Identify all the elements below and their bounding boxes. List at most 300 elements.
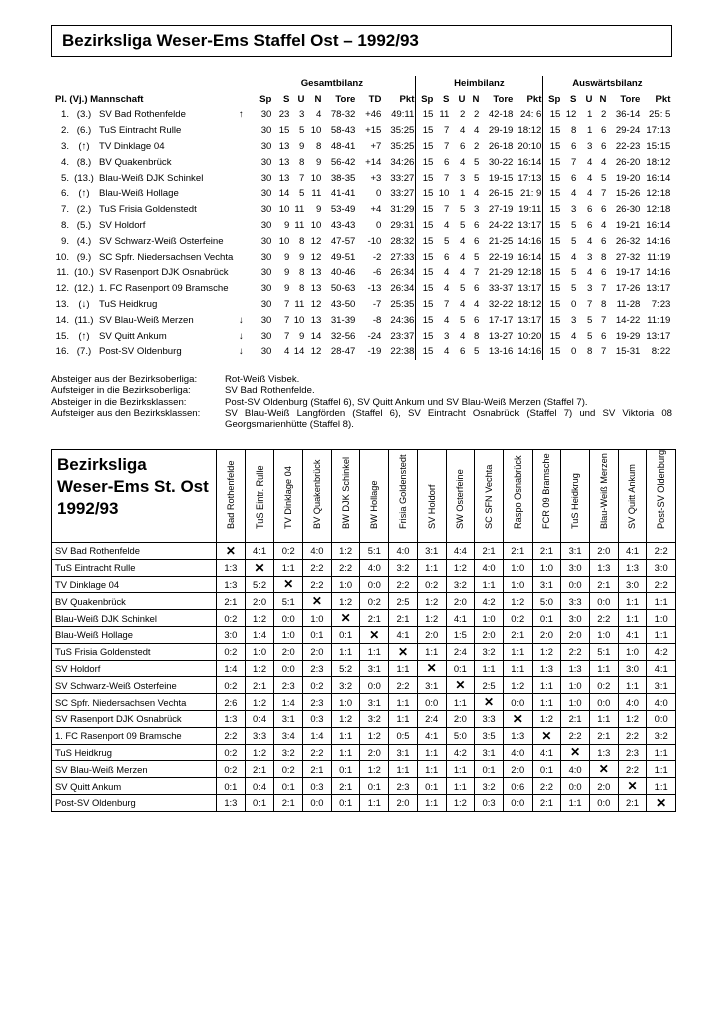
- stat-sp: 30: [260, 235, 272, 247]
- stat-td: -13: [367, 283, 382, 295]
- stat-hn: 8: [474, 330, 480, 342]
- stat-atore: 17-26: [615, 283, 641, 295]
- result-cell: 3:0: [618, 576, 647, 593]
- stat-asp: 15: [543, 187, 562, 203]
- self-match-cross-icon: ✕: [532, 727, 561, 744]
- result-cell: 1:1: [331, 727, 360, 744]
- header-away-n: N: [599, 93, 607, 105]
- result-cell: 2:1: [274, 794, 303, 811]
- result-cell: 2:2: [647, 576, 676, 593]
- self-match-cross-icon: ✕: [475, 694, 504, 711]
- stat-td: -7: [372, 299, 382, 311]
- result-cell: 3:2: [274, 744, 303, 761]
- result-cell: 2:1: [360, 610, 389, 627]
- header-sp: Sp: [259, 93, 272, 105]
- result-cell: 1:1: [274, 559, 303, 576]
- stat-hsp: 15: [416, 139, 435, 155]
- matrix-column-label: Blau-Weiß Merzen: [598, 453, 609, 529]
- stat-asp: 15: [543, 234, 562, 250]
- result-cell: 1:1: [618, 610, 647, 627]
- result-cell: 1:2: [618, 710, 647, 727]
- stat-sp: 30: [260, 109, 272, 121]
- matrix-column-header: [446, 450, 475, 543]
- promotion-mark: [234, 155, 248, 171]
- result-cell: 1:3: [589, 744, 618, 761]
- result-cell: 1:0: [532, 559, 561, 576]
- result-cell: 1:2: [446, 794, 475, 811]
- stat-tore: 53-49: [330, 204, 356, 216]
- result-cell: 0:2: [503, 610, 532, 627]
- stat-hu: 4: [460, 156, 466, 168]
- stat-n: 9: [316, 204, 322, 216]
- stat-asp: 15: [543, 123, 562, 139]
- stat-htore: 21-29: [488, 267, 514, 279]
- result-cell: 0:0: [561, 576, 590, 593]
- stat-as: 5: [571, 283, 577, 295]
- stat-an: 4: [601, 156, 607, 168]
- stat-atore: 14-22: [615, 314, 641, 326]
- standings-row: [54, 171, 671, 187]
- previous-rank-cell: (12.): [74, 283, 94, 295]
- matrix-column-header: [217, 450, 246, 543]
- stat-sp: 30: [260, 141, 272, 153]
- result-cell: 2:2: [331, 559, 360, 576]
- result-cell: 1:1: [647, 593, 676, 610]
- stat-tore: 38-35: [330, 172, 356, 184]
- result-cell: 4:0: [303, 543, 332, 560]
- stat-hpkt: 24: 6: [520, 109, 542, 121]
- stat-hu: 6: [460, 346, 466, 358]
- stat-tore: 31-39: [330, 314, 356, 326]
- stat-hu: 4: [460, 267, 466, 279]
- result-cell: 1:2: [360, 761, 389, 778]
- stat-an: 6: [601, 125, 607, 137]
- result-cell: 1:1: [532, 677, 561, 694]
- matrix-column-header: [561, 450, 590, 543]
- stat-hn: 2: [474, 141, 480, 153]
- result-cell: 1:0: [503, 559, 532, 576]
- result-cell: 3:2: [331, 677, 360, 694]
- result-cell: 3:1: [417, 543, 446, 560]
- result-cell: 0:0: [503, 794, 532, 811]
- matrix-column-label: BV Quakenbrück: [311, 459, 322, 529]
- promotion-mark: [234, 187, 248, 203]
- stat-hn: 2: [474, 109, 480, 121]
- stat-atore: 36-14: [615, 109, 641, 121]
- result-cell: 1:2: [503, 677, 532, 694]
- stat-n: 12: [310, 299, 322, 311]
- stat-apkt: 11:19: [647, 314, 671, 326]
- matrix-row-team: SC Spfr. Niedersachsen Vechta: [52, 694, 217, 711]
- standings-table: [54, 76, 671, 360]
- result-cell: 3:1: [647, 677, 676, 694]
- result-cell: 1:1: [446, 761, 475, 778]
- stat-au: 7: [587, 299, 593, 311]
- result-cell: 1:2: [331, 543, 360, 560]
- note-value: SV Bad Rothenfelde.: [225, 385, 315, 397]
- result-cell: 2:1: [532, 543, 561, 560]
- promotion-mark: [234, 123, 248, 139]
- self-match-cross-icon: ✕: [589, 761, 618, 778]
- team-name-cell: TuS Eintracht Rulle: [99, 125, 182, 137]
- stat-hpkt: 12:18: [517, 267, 542, 279]
- stat-td: +46: [365, 109, 382, 121]
- stat-atore: 26-20: [615, 156, 641, 168]
- previous-rank-cell: (3.): [76, 109, 92, 121]
- stat-asp: 15: [543, 297, 562, 313]
- stat-htore: 19-15: [488, 172, 514, 184]
- stat-hs: 4: [444, 267, 450, 279]
- promotion-mark: [234, 281, 248, 297]
- result-cell: 5:1: [360, 543, 389, 560]
- result-cell: 4:1: [618, 543, 647, 560]
- stat-n: 4: [316, 109, 322, 121]
- stat-asp: 15: [543, 313, 562, 329]
- stat-hn: 4: [474, 125, 480, 137]
- rank-cell: 4.: [60, 156, 69, 168]
- note-row: [51, 408, 672, 431]
- team-name-cell: SV Rasenport DJK Osnabrück: [99, 267, 229, 279]
- result-cell: 0:3: [303, 710, 332, 727]
- result-cell: 4:1: [417, 727, 446, 744]
- result-cell: 1:0: [647, 610, 676, 627]
- stat-hu: 2: [460, 109, 466, 121]
- stat-an: 6: [601, 267, 607, 279]
- matrix-row: [52, 543, 676, 560]
- stat-an: 8: [601, 299, 607, 311]
- stat-hpkt: 18:12: [517, 125, 542, 137]
- header-away-tore: Tore: [620, 93, 641, 105]
- result-cell: 1:2: [532, 710, 561, 727]
- stat-hn: 6: [474, 235, 480, 247]
- team-name-cell: Blau-Weiß DJK Schinkel: [99, 172, 204, 184]
- result-cell: 0:0: [360, 576, 389, 593]
- result-cell: 1:1: [331, 744, 360, 761]
- stat-s: 10: [278, 204, 290, 216]
- result-cell: 2:2: [389, 576, 418, 593]
- stat-au: 3: [587, 283, 593, 295]
- result-cell: 2:2: [303, 559, 332, 576]
- result-cell: 1:2: [532, 643, 561, 660]
- stat-n: 12: [310, 251, 322, 263]
- result-cell: 1:1: [389, 694, 418, 711]
- result-cell: 1:0: [331, 694, 360, 711]
- stat-hs: 7: [444, 204, 450, 216]
- team-name-cell: 1. FC Rasenport 09 Bramsche: [99, 283, 229, 295]
- result-cell: 3:0: [561, 559, 590, 576]
- result-cell: 3:2: [360, 710, 389, 727]
- result-cell: 3:2: [389, 559, 418, 576]
- stat-s: 7: [284, 314, 290, 326]
- result-cell: 0:1: [331, 794, 360, 811]
- stat-n: 10: [310, 220, 322, 232]
- result-cell: 1:2: [331, 593, 360, 610]
- stat-pkt: 31:29: [390, 204, 415, 216]
- header-away-s: S: [569, 93, 577, 105]
- stat-hs: 4: [444, 346, 450, 358]
- result-cell: 1:3: [618, 559, 647, 576]
- notes-section: [51, 374, 672, 430]
- stat-u: 11: [294, 220, 305, 232]
- stat-td: -6: [372, 267, 382, 279]
- result-cell: 5:2: [331, 660, 360, 677]
- result-cell: 1:4: [245, 626, 274, 643]
- stat-hn: 6: [474, 220, 480, 232]
- stat-htore: 13-27: [488, 330, 514, 342]
- matrix-column-header: [360, 450, 389, 543]
- result-cell: 1:1: [389, 710, 418, 727]
- header-home-n: N: [472, 93, 480, 105]
- home-group-label: Heimbilanz: [416, 76, 543, 92]
- result-cell: 1:0: [274, 626, 303, 643]
- stat-htore: 30-22: [488, 156, 514, 168]
- stat-apkt: 16:14: [646, 172, 671, 184]
- result-cell: 1:1: [417, 794, 446, 811]
- stat-apkt: 15:15: [646, 141, 671, 153]
- result-cell: 3:3: [245, 727, 274, 744]
- stat-u: 8: [299, 235, 305, 247]
- stat-n: 9: [316, 156, 322, 168]
- stat-n: 13: [310, 314, 322, 326]
- header-away-sp: Sp: [543, 92, 562, 108]
- result-cell: 2:1: [303, 761, 332, 778]
- stat-hs: 7: [444, 141, 450, 153]
- self-match-cross-icon: ✕: [618, 778, 647, 795]
- result-cell: 0:2: [274, 761, 303, 778]
- stat-u: 5: [299, 125, 305, 137]
- stat-sp: 30: [260, 267, 272, 279]
- stat-asp: 15: [543, 329, 562, 345]
- stat-htore: 29-19: [488, 125, 514, 137]
- stat-atore: 22-23: [615, 141, 641, 153]
- stat-u: 9: [299, 251, 305, 263]
- stat-hn: 4: [474, 188, 480, 200]
- stat-u: 10: [293, 314, 305, 326]
- result-cell: 1:1: [360, 643, 389, 660]
- self-match-cross-icon: ✕: [503, 710, 532, 727]
- stat-atore: 15-26: [615, 188, 641, 200]
- rank-cell: 1.: [60, 109, 69, 121]
- stat-s: 9: [284, 283, 290, 295]
- stat-u: 8: [299, 156, 305, 168]
- stat-hsp: 15: [416, 218, 435, 234]
- stat-sp: 30: [260, 346, 272, 358]
- matrix-row-team: Blau-Weiß DJK Schinkel: [52, 610, 217, 627]
- result-cell: 1:4: [274, 694, 303, 711]
- rank-cell: 12.: [55, 283, 69, 295]
- stat-atore: 19-20: [615, 172, 641, 184]
- team-name-cell: BV Quakenbrück: [99, 156, 172, 168]
- stat-hu: 4: [460, 251, 466, 263]
- result-cell: 0:0: [589, 593, 618, 610]
- matrix-column-label: Bad Rothenfelde: [225, 460, 236, 529]
- stat-pkt: 33:27: [390, 172, 415, 184]
- note-row: [51, 374, 672, 385]
- result-cell: 1:0: [561, 677, 590, 694]
- stat-hs: 7: [444, 125, 450, 137]
- standings-row: [54, 297, 671, 313]
- promotion-mark: [234, 234, 248, 250]
- result-cell: 0:2: [274, 543, 303, 560]
- result-cell: 3:1: [532, 576, 561, 593]
- stat-apkt: 12:18: [646, 188, 671, 200]
- result-cell: 3:1: [389, 744, 418, 761]
- rank-cell: 16.: [55, 346, 69, 358]
- stat-hu: 4: [460, 330, 466, 342]
- stat-hn: 6: [474, 283, 480, 295]
- stat-an: 6: [601, 330, 607, 342]
- result-cell: 1:2: [503, 593, 532, 610]
- matrix-row-team: TuS Eintracht Rulle: [52, 559, 217, 576]
- self-match-cross-icon: ✕: [417, 660, 446, 677]
- result-cell: 1:2: [446, 559, 475, 576]
- stat-apkt: 14:16: [646, 267, 671, 279]
- stat-pkt: 23:37: [390, 330, 415, 342]
- stat-atore: 26-30: [615, 204, 641, 216]
- header-away-u: U: [585, 93, 593, 105]
- stat-atore: 15-31: [615, 346, 641, 358]
- matrix-row-team: SV Quitt Ankum: [52, 778, 217, 795]
- result-cell: 2:1: [618, 794, 647, 811]
- result-cell: 2:6: [217, 694, 246, 711]
- header-home-pkt: Pkt: [526, 93, 542, 105]
- matrix-row-team: Post-SV Oldenburg: [52, 794, 217, 811]
- result-cell: 1:2: [245, 744, 274, 761]
- result-cell: 2:0: [360, 744, 389, 761]
- note-value: SV Blau-Weiß Langförden (Staffel 6), SV Eintracht Osnabrück (Staffel 7) und SV Viktoria 08 Georgsmarienhütte (Staffel 8).: [225, 407, 672, 431]
- result-cell: 0:0: [274, 610, 303, 627]
- result-cell: 1:0: [561, 694, 590, 711]
- result-cell: 1:2: [417, 593, 446, 610]
- stat-sp: 30: [260, 330, 272, 342]
- self-match-cross-icon: ✕: [360, 626, 389, 643]
- result-cell: 1:3: [503, 727, 532, 744]
- matrix-column-label: SV Holdorf: [426, 484, 437, 529]
- stat-hu: 4: [460, 299, 466, 311]
- rank-cell: 11.: [56, 267, 69, 279]
- previous-rank-cell: (11.): [74, 314, 94, 326]
- stat-atore: 11-28: [616, 299, 641, 311]
- result-cell: 5:0: [532, 593, 561, 610]
- stat-hs: 6: [444, 156, 450, 168]
- results-matrix: [51, 449, 676, 812]
- rank-cell: 2.: [60, 125, 69, 137]
- header-home-tore: Tore: [493, 93, 514, 105]
- stat-atore: 26-32: [615, 235, 641, 247]
- header-team: Pl. (Vj.) Mannschaft: [55, 93, 144, 105]
- matrix-column-header: [389, 450, 418, 543]
- stat-atore: 29-24: [615, 125, 641, 137]
- stat-u: 8: [299, 283, 305, 295]
- header-td: TD: [368, 93, 382, 105]
- matrix-column-header: [618, 450, 647, 543]
- promotion-mark: [234, 139, 248, 155]
- stat-n: 12: [310, 346, 322, 358]
- result-cell: 2:0: [417, 626, 446, 643]
- result-cell: 0:1: [446, 660, 475, 677]
- result-cell: 4:2: [647, 643, 676, 660]
- previous-rank-cell: (↑): [78, 188, 90, 200]
- result-cell: 0:1: [331, 626, 360, 643]
- result-cell: 1:0: [475, 610, 504, 627]
- stat-asp: 15: [543, 139, 562, 155]
- standings-row: [54, 345, 671, 361]
- stat-hn: 5: [474, 172, 480, 184]
- result-cell: 3:0: [561, 610, 590, 627]
- matrix-row: [52, 694, 676, 711]
- matrix-row-team: TV Dinklage 04: [52, 576, 217, 593]
- result-cell: 1:1: [417, 643, 446, 660]
- result-cell: 5:2: [245, 576, 274, 593]
- result-cell: 4:1: [618, 626, 647, 643]
- matrix-column-label: TV Dinklage 04: [283, 466, 294, 529]
- result-cell: 2:0: [532, 626, 561, 643]
- team-name-cell: TuS Frisia Goldenstedt: [99, 204, 197, 216]
- matrix-column-header: [274, 450, 303, 543]
- stat-hpkt: 17:13: [517, 172, 542, 184]
- stat-hpkt: 13:17: [517, 314, 542, 326]
- stat-hn: 4: [474, 299, 480, 311]
- matrix-row-team: SV Holdorf: [52, 660, 217, 677]
- result-cell: 1:1: [589, 710, 618, 727]
- self-match-cross-icon: ✕: [217, 543, 246, 560]
- matrix-row: [52, 576, 676, 593]
- result-cell: 1:3: [561, 660, 590, 677]
- stat-s: 7: [284, 299, 290, 311]
- result-cell: 1:3: [217, 559, 246, 576]
- stat-td: -2: [372, 251, 382, 263]
- stat-asp: 15: [543, 218, 562, 234]
- standings-row: [54, 218, 671, 234]
- stat-au: 1: [587, 125, 593, 137]
- stat-hs: 3: [444, 330, 450, 342]
- result-cell: 0:1: [303, 626, 332, 643]
- stat-s: 9: [284, 251, 290, 263]
- result-cell: 3:1: [360, 660, 389, 677]
- result-cell: 1:1: [475, 576, 504, 593]
- stat-pkt: 24:36: [390, 314, 415, 326]
- result-cell: 4:0: [503, 744, 532, 761]
- result-cell: 1:3: [217, 794, 246, 811]
- stat-asp: 15: [543, 108, 562, 124]
- result-cell: 1:1: [589, 660, 618, 677]
- result-cell: 2:5: [475, 677, 504, 694]
- result-cell: 0:2: [217, 643, 246, 660]
- previous-rank-cell: (4.): [76, 235, 92, 247]
- rank-cell: 10.: [55, 251, 69, 263]
- stat-hsp: 15: [416, 329, 435, 345]
- stat-apkt: 18:12: [646, 156, 671, 168]
- matrix-row: [52, 593, 676, 610]
- stat-hpkt: 19:11: [518, 204, 542, 216]
- result-cell: 3:3: [561, 593, 590, 610]
- result-cell: 2:1: [532, 794, 561, 811]
- standings-row: [54, 155, 671, 171]
- stat-s: 23: [278, 109, 290, 121]
- matrix-column-header: [503, 450, 532, 543]
- standings-row: [54, 108, 671, 124]
- stat-an: 8: [601, 251, 607, 263]
- stat-asp: 15: [543, 266, 562, 282]
- stat-apkt: 7:23: [651, 299, 671, 311]
- stat-tore: 28-47: [330, 346, 356, 358]
- stat-au: 4: [587, 188, 593, 200]
- result-cell: 1:0: [303, 610, 332, 627]
- result-cell: 3:0: [618, 660, 647, 677]
- result-cell: 5:0: [446, 727, 475, 744]
- result-cell: 0:1: [245, 794, 274, 811]
- stat-n: 14: [310, 330, 322, 342]
